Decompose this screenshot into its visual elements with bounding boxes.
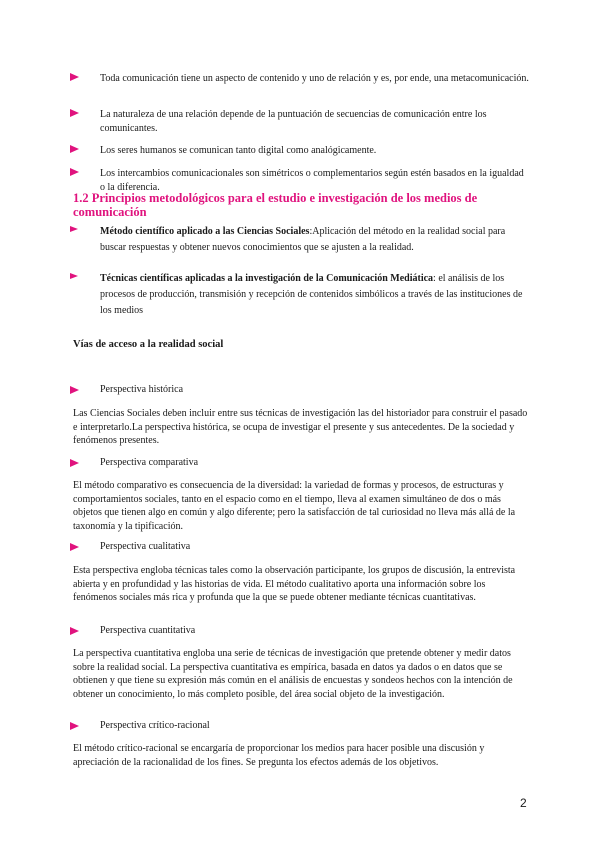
perspective-title: Perspectiva histórica bbox=[100, 384, 184, 395]
perspective-paragraph: El método crítico-racional se encargaría de proporcionar los medios para hacer posible una discusión y apreciación de la racionalidad de los fines. Se pregunta los efectos además de los objetivos. bbox=[73, 743, 485, 768]
pink-arrow-bullet-icon bbox=[70, 109, 79, 117]
perspective-paragraph: Las Ciencias Sociales deben incluir entre sus técnicas de investigación las del historiador para construir el pasado e interpretarlo.La perspectiva histórica, se ocupa de investigar el presente y sus antecedentes. De la sociedad y fenómenos presentes. bbox=[73, 408, 528, 446]
method-item bbox=[70, 224, 530, 256]
method-item-rest: :Aplicación del método en la realidad social para buscar respuestas y obtener nuevos conocimientos que se ajusten a la realidad. bbox=[100, 226, 506, 253]
pink-arrow-bullet-icon bbox=[70, 627, 79, 635]
perspective-paragraph: El método comparativo es consecuencia de la diversidad: la variedad de formas y procesos, de estructuras y comportamientos sociales, tanto en el espacio como en el tiempo, lleva al examen simultáneo de dos o más objetos que tienen algo en común y algo diferente; pero la satisfacción de tal curiosidad no lleva más allá de la taxonomía y la tipificación. bbox=[73, 480, 516, 532]
perspective-title: Perspectiva crítico-racional bbox=[100, 720, 210, 731]
subheading: Vías de acceso a la realidad social bbox=[73, 339, 224, 350]
perspective-title: Perspectiva cuantitativa bbox=[100, 625, 196, 636]
pink-arrow-bullet-icon bbox=[70, 273, 78, 279]
perspective-title: Perspectiva comparativa bbox=[100, 457, 199, 468]
pink-arrow-bullet-icon bbox=[70, 73, 79, 81]
method-item-rest: : el análisis de los procesos de producción, transmisión y recepción de contenidos simbólicos a través de las instituciones de los medios bbox=[100, 273, 523, 316]
pink-arrow-bullet-icon bbox=[70, 722, 79, 730]
section-heading: 1.2 Principios metodológicos para el estudio e investigación de los medios de comunicación bbox=[73, 191, 478, 219]
bullet-text: La naturaleza de una relación depende de la puntuación de secuencias de comunicación entre los comunicantes. bbox=[100, 109, 487, 134]
bullet-item bbox=[70, 108, 530, 136]
perspective-paragraph: Esta perspectiva engloba técnicas tales como la observación participante, los grupos de discusión, la entrevista abierta y en profundidad y las historias de vida. El método cualitativo aporta una información sobre los fenómenos sociales más rica y profunda que la que se puede obtener mediante técnicas cuantitativas. bbox=[73, 565, 516, 603]
pink-arrow-bullet-icon bbox=[70, 459, 79, 467]
perspective-title-row bbox=[70, 624, 195, 638]
method-item-text bbox=[100, 271, 530, 319]
perspective-title-row bbox=[70, 540, 190, 554]
pink-arrow-bullet-icon bbox=[70, 226, 78, 232]
method-item-bold: Método científico aplicado a las Ciencias Sociales bbox=[100, 226, 310, 237]
bullet-item bbox=[70, 144, 530, 158]
pink-arrow-bullet-icon bbox=[70, 168, 79, 176]
pink-arrow-bullet-icon bbox=[70, 386, 79, 394]
perspective-title-row bbox=[70, 383, 183, 397]
bullet-text: Toda comunicación tiene un aspecto de contenido y uno de relación y es, por ende, una metacomunicación. bbox=[100, 73, 529, 84]
perspective-paragraph: La perspectiva cuantitativa engloba una serie de técnicas de investigación que pretende obtener y medir datos sobre la realidad social. La perspectiva cuantitativa es empírica, basada en datos ya dados o en datos que se obtienen y que tiene su expresión más común en el análisis de encuestas y sondeos hechos con la intención de obtener un conocimiento, lo más completo posible, del área social objeto de la investigación. bbox=[73, 648, 513, 700]
method-item-text bbox=[100, 224, 530, 256]
method-item bbox=[70, 271, 530, 319]
bullet-text: Los intercambios comunicacionales son simétricos o complementarios según estén basados en la igualdad o la diferencia. bbox=[100, 168, 524, 193]
perspective-title-row bbox=[70, 719, 210, 733]
pink-arrow-bullet-icon bbox=[70, 543, 79, 551]
bullet-item bbox=[70, 72, 530, 86]
perspective-title: Perspectiva cualitativa bbox=[100, 541, 191, 552]
pink-arrow-bullet-icon bbox=[70, 145, 79, 153]
method-item-bold: Técnicas científicas aplicadas a la investigación de la Comunicación Mediática bbox=[100, 273, 434, 284]
page-number: 2 bbox=[520, 796, 527, 810]
perspective-title-row bbox=[70, 456, 198, 470]
bullet-text: Los seres humanos se comunican tanto digital como analógicamente. bbox=[100, 145, 377, 156]
